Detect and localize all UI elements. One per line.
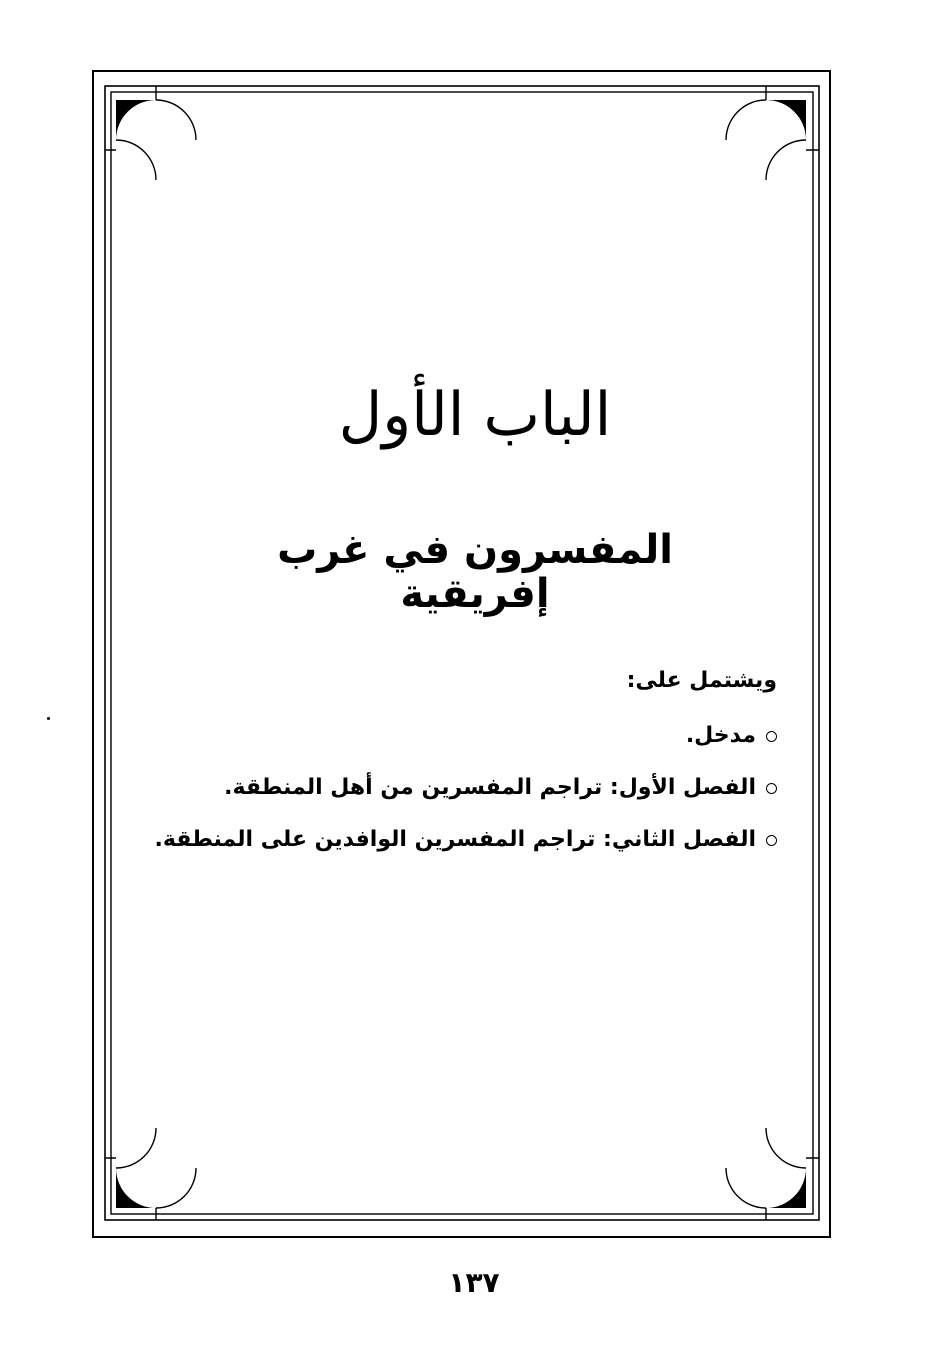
corner-ornament-top-right — [726, 86, 819, 180]
contents-list — [154, 710, 777, 866]
stray-dot — [47, 717, 50, 720]
circle-bullet-icon — [766, 783, 777, 794]
circle-bullet-icon — [766, 731, 777, 742]
main-title: المفسرون في غرب إفريقية — [277, 527, 673, 617]
part-title: الباب الأول — [338, 380, 612, 450]
list-item-text: الفصل الأول: تراجم المفسرين من أهل المنطقة. — [224, 775, 756, 800]
corner-ornament-top-left — [105, 86, 196, 180]
corner-ornament-bottom-right — [726, 1128, 819, 1220]
list-item — [217, 710, 777, 762]
corner-ornament-bottom-left — [105, 1128, 196, 1220]
circle-bullet-icon — [766, 835, 777, 846]
contents-section — [154, 660, 777, 866]
list-item — [154, 814, 777, 866]
page-number: ١٣٧ — [448, 1266, 500, 1299]
list-item — [217, 762, 777, 814]
contents-intro: ويشتمل على: — [626, 668, 777, 693]
list-item-text: الفصل الثاني: تراجم المفسرين الوافدين على المنطقة. — [154, 827, 756, 852]
list-item-text: مدخل. — [685, 723, 756, 748]
